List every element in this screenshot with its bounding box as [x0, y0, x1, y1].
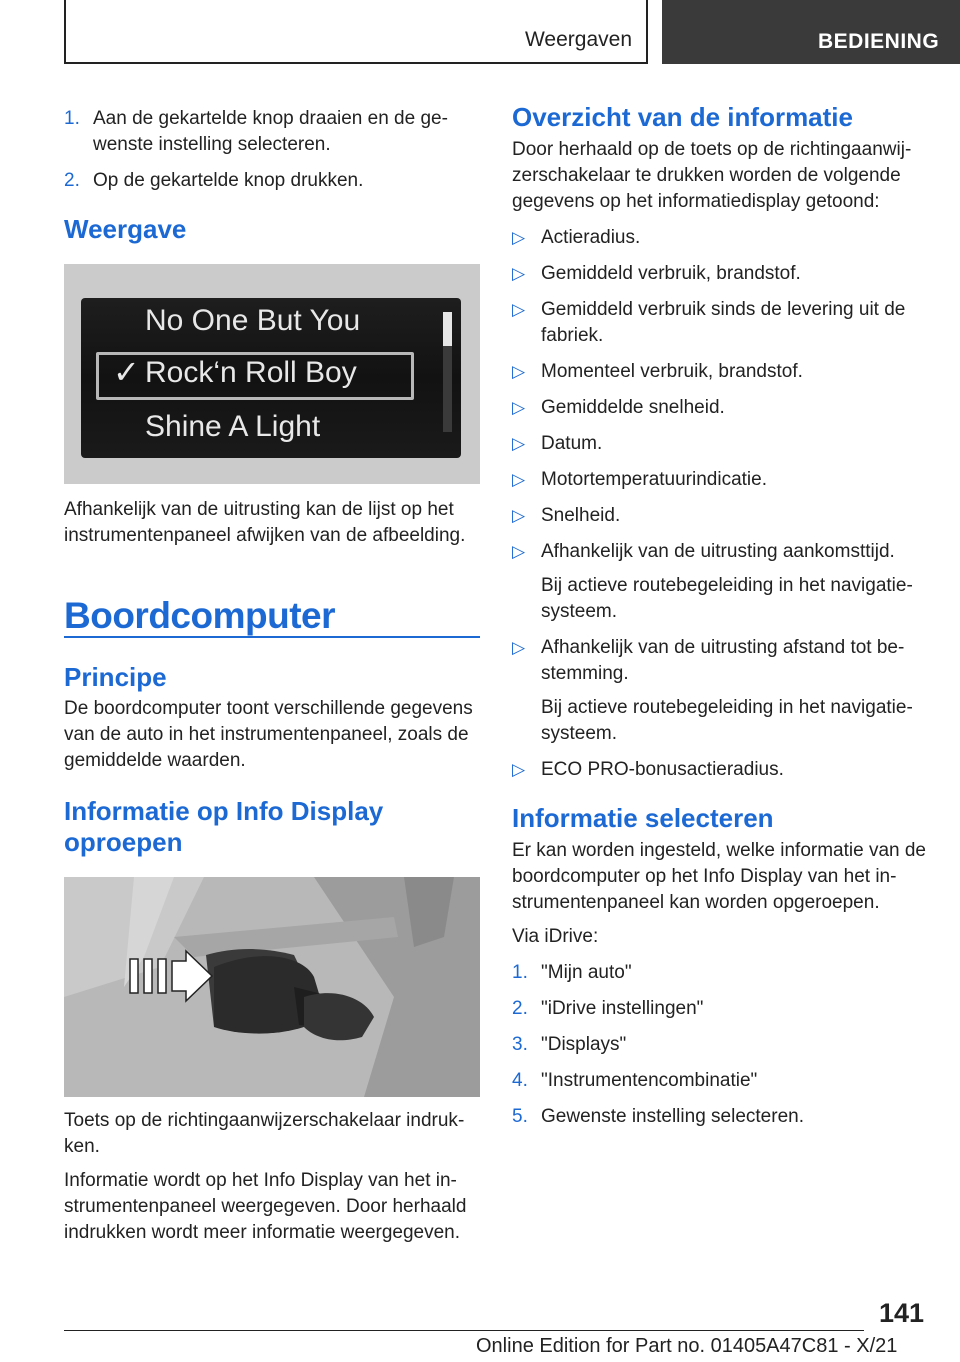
- triangle-bullet-icon: ▷: [512, 760, 526, 779]
- list-item: [512, 635, 930, 687]
- triangle-bullet-icon: ▷: [512, 228, 526, 247]
- triangle-bullet-icon: ▷: [512, 638, 526, 657]
- right-column: [512, 102, 930, 1140]
- bullet-note: Bij actieve routebegeleiding in het navigatiesysteem.: [541, 697, 913, 744]
- display-scrollbar-thumb: [443, 312, 452, 346]
- list-item: [512, 960, 930, 986]
- triangle-bullet-icon: ▷: [512, 300, 526, 319]
- bullet-text: Gemiddelde snelheid.: [541, 397, 725, 418]
- bullet-text: ECO PRO-bonusactieradius.: [541, 759, 784, 780]
- bullet-text: Motortemperatuurindicatie.: [541, 469, 767, 490]
- triangle-bullet-icon: ▷: [512, 398, 526, 417]
- weergave-note: Afhankelijk van de uitrusting kan de lijst op het instrumentenpaneel afwijken van de afbeelding.: [64, 499, 466, 546]
- footer-edition: Online Edition for Part no. 01405A47C81 - X/21: [476, 1335, 898, 1357]
- page-number: 141: [878, 1298, 924, 1328]
- bullet-text: Momenteel verbruik, brandstof.: [541, 361, 803, 382]
- boordcomputer-heading: Boordcomputer: [64, 595, 335, 636]
- step-text: "Displays": [541, 1034, 627, 1055]
- step-number: 2.: [64, 170, 80, 191]
- triangle-bullet-icon: ▷: [512, 434, 526, 453]
- list-item: [512, 431, 930, 457]
- triangle-bullet-icon: ▷: [512, 506, 526, 525]
- list-item: [64, 168, 480, 194]
- list-item: [512, 1104, 930, 1130]
- step-text: "Instrumentencombinatie": [541, 1070, 758, 1091]
- step-number: 4.: [512, 1070, 528, 1091]
- header-chapter-title: BEDIENING: [818, 30, 940, 53]
- step-text: Op de gekartelde knop drukken.: [93, 170, 364, 191]
- list-item: [512, 395, 930, 421]
- info-bullet-list: [512, 225, 930, 783]
- step-number: 3.: [512, 1034, 528, 1055]
- list-item: [64, 106, 480, 158]
- left-column: [64, 106, 480, 245]
- display-list-item: Shine A Light: [145, 410, 321, 443]
- oproepen-heading: Informatie op Info Display oproepen: [64, 796, 384, 857]
- list-item: [512, 467, 930, 493]
- list-item: [512, 1068, 930, 1094]
- list-item: [512, 261, 930, 287]
- bullet-text: Afhankelijk van de uitrusting aankomsttijd.: [541, 541, 895, 562]
- checkmark-icon: ✓: [113, 354, 140, 390]
- header-section-title: Weergaven: [524, 28, 632, 51]
- bullet-text: Gemiddeld verbruik, brandstof.: [541, 263, 801, 284]
- step-text: "iDrive instellingen": [541, 998, 704, 1019]
- selecteren-heading: Informatie selecteren: [512, 803, 774, 833]
- triangle-bullet-icon: ▷: [512, 542, 526, 561]
- step-text: Aan de gekartelde knop draaien en de gewenste instelling selecteren.: [93, 108, 448, 155]
- step-text: Gewenste instelling selecteren.: [541, 1106, 804, 1127]
- header-chapter-box: [662, 0, 960, 64]
- overzicht-heading: Overzicht van de informatie: [512, 102, 853, 132]
- bullet-note: Bij actieve routebegeleiding in het navigatiesysteem.: [541, 575, 913, 622]
- list-item: [512, 297, 930, 349]
- selecteren-steps: [512, 960, 930, 1130]
- step-number: 1.: [64, 108, 80, 129]
- list-item: [512, 539, 930, 565]
- instrument-display-screen: [81, 298, 461, 458]
- bullet-text: Actieradius.: [541, 227, 641, 248]
- oproepen-text-block: [64, 1108, 480, 1246]
- list-item: [512, 757, 930, 783]
- turn-signal-stalk-illustration: [64, 877, 480, 1097]
- bullet-text: Gemiddeld verbruik sinds de levering uit de fabriek.: [541, 299, 906, 346]
- selecteren-text: Er kan worden ingesteld, welke informatie van de boordcomputer op het Info Display van het instrumentenpaneel kan worden opgeroepen.: [512, 840, 927, 913]
- weergave-note-block: [64, 497, 480, 549]
- list-item: [512, 503, 930, 529]
- bullet-text: Afhankelijk van de uitrusting afstand tot bestemming.: [541, 637, 905, 684]
- principe-text: De boordcomputer toont verschillende gegevens van de auto in het instrumentenpaneel, zoals de gemiddelde waarden.: [64, 698, 473, 771]
- display-list-item-selected: Rock‘n Roll Boy: [145, 356, 357, 389]
- display-illustration: [64, 264, 480, 484]
- list-item: [512, 1032, 930, 1058]
- oproepen-text-2: Informatie wordt op het Info Display van het instrumentenpaneel weergegeven. Door herhaald indrukken wordt meer informatie weergegeven.: [64, 1170, 467, 1243]
- bullet-text: Snelheid.: [541, 505, 621, 526]
- step-number: 5.: [512, 1106, 528, 1127]
- list-item: [512, 225, 930, 251]
- oproepen-text-1: Toets op de richtingaanwijzerschakelaar indrukken.: [64, 1110, 465, 1157]
- overzicht-intro: Door herhaald op de toets op de richtingaanwijzerschakelaar te drukken worden de volgende gegevens op het informatiedisplay getoond:: [512, 139, 912, 212]
- weergave-heading: Weergave: [64, 214, 187, 244]
- step-number: 1.: [512, 962, 528, 983]
- boordcomputer-block: [64, 594, 480, 858]
- stalk-drawing: [64, 877, 480, 1097]
- list-item: [512, 359, 930, 385]
- list-item: [512, 996, 930, 1022]
- triangle-bullet-icon: ▷: [512, 362, 526, 381]
- header-section-box: [64, 0, 648, 64]
- triangle-bullet-icon: ▷: [512, 264, 526, 283]
- principe-heading: Principe: [64, 662, 167, 692]
- display-list-item: No One But You: [145, 304, 361, 337]
- triangle-bullet-icon: ▷: [512, 470, 526, 489]
- footer-rule: [64, 1330, 864, 1331]
- bullet-text: Datum.: [541, 433, 603, 454]
- via-idrive-text: Via iDrive:: [512, 926, 599, 947]
- step-number: 2.: [512, 998, 528, 1019]
- step-text: "Mijn auto": [541, 962, 632, 983]
